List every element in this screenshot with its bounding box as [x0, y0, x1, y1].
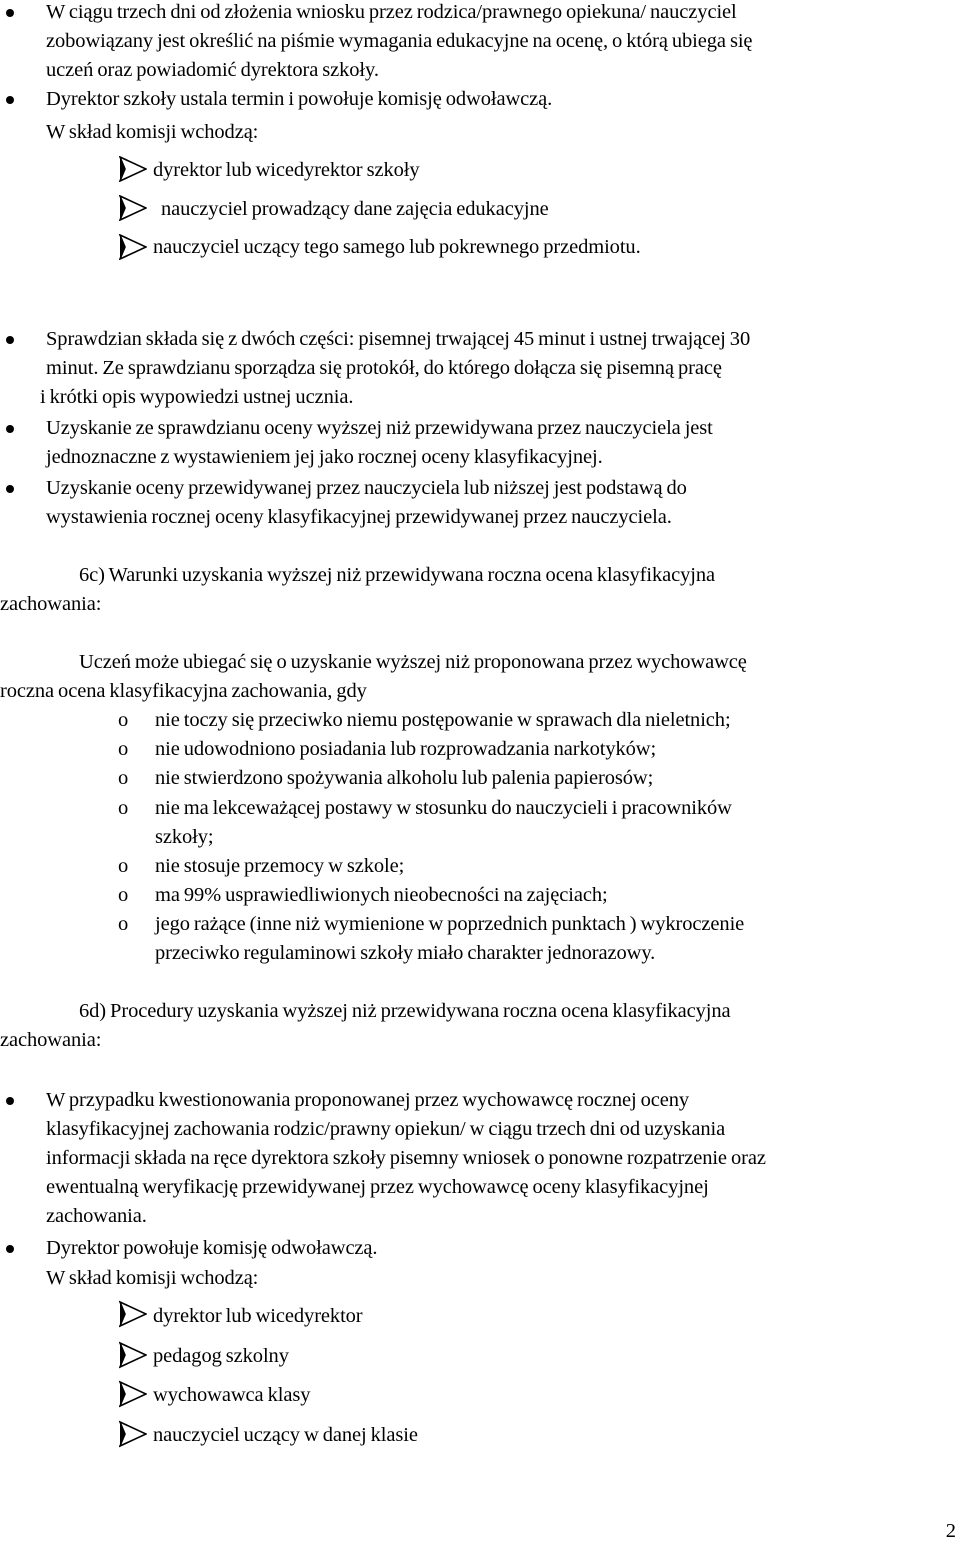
list-marker: o	[118, 738, 129, 760]
committee-member: dyrektor lub wicedyrektor	[153, 1305, 363, 1327]
section-6c-intro	[0, 648, 960, 706]
text-line: ma 99% usprawiedliwionych nieobecności na zajęciach;	[155, 884, 608, 906]
arrow-bullet-icon	[119, 234, 147, 260]
text-line: nie stosuje przemocy w szkole;	[155, 855, 405, 877]
condition-item	[155, 852, 960, 881]
arrow-bullet-icon	[119, 1300, 147, 1328]
condition-item	[155, 706, 960, 735]
text-line: klasyfikacyjnej zachowania rodzic/prawny opiekun/ w ciągu trzech dni od uzyskania	[46, 1118, 726, 1140]
text-line: wystawienia rocznej oceny klasyfikacyjnej przewidywanej przez nauczyciela.	[46, 506, 672, 528]
text-line: Uzyskanie oceny przewidywanej przez nauczyciela lub niższej jest podstawą do	[46, 477, 687, 499]
bullet-icon	[6, 1097, 14, 1105]
bullet-paragraph	[46, 474, 960, 532]
text-line: informacji składa na ręce dyrektora szkoły pisemny wniosek o ponowne rozpatrzenie oraz	[46, 1147, 766, 1169]
heading-line: zachowania:	[0, 593, 102, 615]
committee-member: pedagog szkolny	[153, 1345, 289, 1367]
section-heading-6c	[0, 561, 960, 619]
text-line: nie toczy się przeciwko niemu postępowanie w sprawach dla nieletnich;	[155, 709, 731, 731]
text-line: Uczeń może ubiegać się o uzyskanie wyższej niż proponowana przez wychowawcę	[79, 651, 747, 673]
condition-item	[155, 794, 960, 852]
text-line: szkoły;	[155, 826, 214, 848]
text-line: nie ma lekceważącej postawy w stosunku do nauczycieli i pracowników	[155, 797, 732, 819]
committee-member: dyrektor lub wicedyrektor szkoły	[153, 159, 420, 181]
text-line: uczeń oraz powiadomić dyrektora szkoły.	[46, 59, 379, 81]
bullet-icon	[6, 425, 14, 433]
bullet-icon	[6, 1245, 14, 1253]
bullet-paragraph	[40, 325, 960, 412]
committee-member: nauczyciel prowadzący dane zajęcia edukacyjne	[161, 198, 549, 220]
text-line: przeciwko regulaminowi szkoły miało charakter jednorazowy.	[155, 942, 656, 964]
text-line: zachowania.	[46, 1205, 147, 1227]
text-line: nie stwierdzono spożywania alkoholu lub palenia papierosów;	[155, 767, 654, 789]
arrow-bullet-icon	[119, 195, 147, 221]
bullet-paragraph	[46, 1086, 960, 1231]
section-heading-6d	[0, 997, 960, 1055]
committee-member: nauczyciel uczący w danej klasie	[153, 1424, 418, 1446]
text-line: zobowiązany jest określić na piśmie wymagania edukacyjne na ocenę, o którą ubiega się	[46, 30, 753, 52]
heading-line: zachowania:	[0, 1029, 102, 1051]
bullet-icon	[6, 96, 14, 104]
list-marker: o	[118, 797, 129, 819]
bullet-icon	[6, 485, 14, 493]
condition-item	[155, 735, 960, 764]
list-marker: o	[118, 709, 129, 731]
list-marker: o	[118, 855, 129, 877]
heading-line: 6c) Warunki uzyskania wyższej niż przewidywana roczna ocena klasyfikacyjna	[79, 564, 716, 586]
text-line: nie udowodniono posiadania lub rozprowadzania narkotyków;	[155, 738, 657, 760]
page-number: 2	[945, 1520, 956, 1542]
condition-item	[155, 910, 960, 968]
list-marker: o	[118, 767, 129, 789]
bullet-icon	[6, 336, 14, 344]
list-marker: o	[118, 913, 129, 935]
arrow-bullet-icon	[119, 1420, 147, 1448]
text-line: Dyrektor szkoły ustala termin i powołuje komisję odwoławczą.	[46, 88, 553, 110]
text-line: W ciągu trzech dni od złożenia wniosku przez rodzica/prawnego opiekuna/ nauczyciel	[46, 1, 737, 23]
text-line: jednoznaczne z wystawieniem jej jako rocznej oceny klasyfikacyjnej.	[46, 446, 603, 468]
bullet-paragraph	[46, 85, 960, 114]
committee-member: nauczyciel uczący tego samego lub pokrewnego przedmiotu.	[153, 236, 641, 258]
bullet-paragraph	[46, 1234, 960, 1263]
text-line: Dyrektor powołuje komisję odwoławczą.	[46, 1237, 378, 1259]
text-line: Uzyskanie ze sprawdzianu oceny wyższej niż przewidywana przez nauczyciela jest	[46, 417, 713, 439]
list-marker: o	[118, 884, 129, 906]
text-line: minut. Ze sprawdzianu sporządza się protokół, do którego dołącza się pisemną pracę	[46, 357, 722, 379]
bullet-paragraph	[46, 0, 960, 85]
heading-line: 6d) Procedury uzyskania wyższej niż przewidywana roczna ocena klasyfikacyjna	[79, 1000, 731, 1022]
arrow-bullet-icon	[119, 1341, 147, 1369]
text-line: Sprawdzian składa się z dwóch części: pisemnej trwającej 45 minut i ustnej trwającej 30	[46, 328, 751, 350]
text-line: roczna ocena klasyfikacyjna zachowania, gdy	[0, 680, 367, 702]
committee-label: W skład komisji wchodzą:	[46, 1267, 259, 1289]
text-line: ewentualną weryfikację przewidywanej przez wychowawcę oceny klasyfikacyjnej	[46, 1176, 709, 1198]
bullet-paragraph	[46, 414, 960, 472]
arrow-bullet-icon	[119, 156, 147, 182]
text-line: W przypadku kwestionowania proponowanej przez wychowawcę rocznej oceny	[46, 1089, 690, 1111]
arrow-bullet-icon	[119, 1380, 147, 1408]
condition-item	[155, 764, 960, 793]
committee-member: wychowawca klasy	[153, 1384, 311, 1406]
committee-label: W skład komisji wchodzą:	[46, 121, 259, 143]
condition-item	[155, 881, 960, 910]
text-line: jego rażące (inne niż wymienione w poprzednich punktach ) wykroczenie	[155, 913, 745, 935]
text-line: i krótki opis wypowiedzi ustnej ucznia.	[40, 386, 354, 408]
bullet-icon	[6, 9, 14, 17]
